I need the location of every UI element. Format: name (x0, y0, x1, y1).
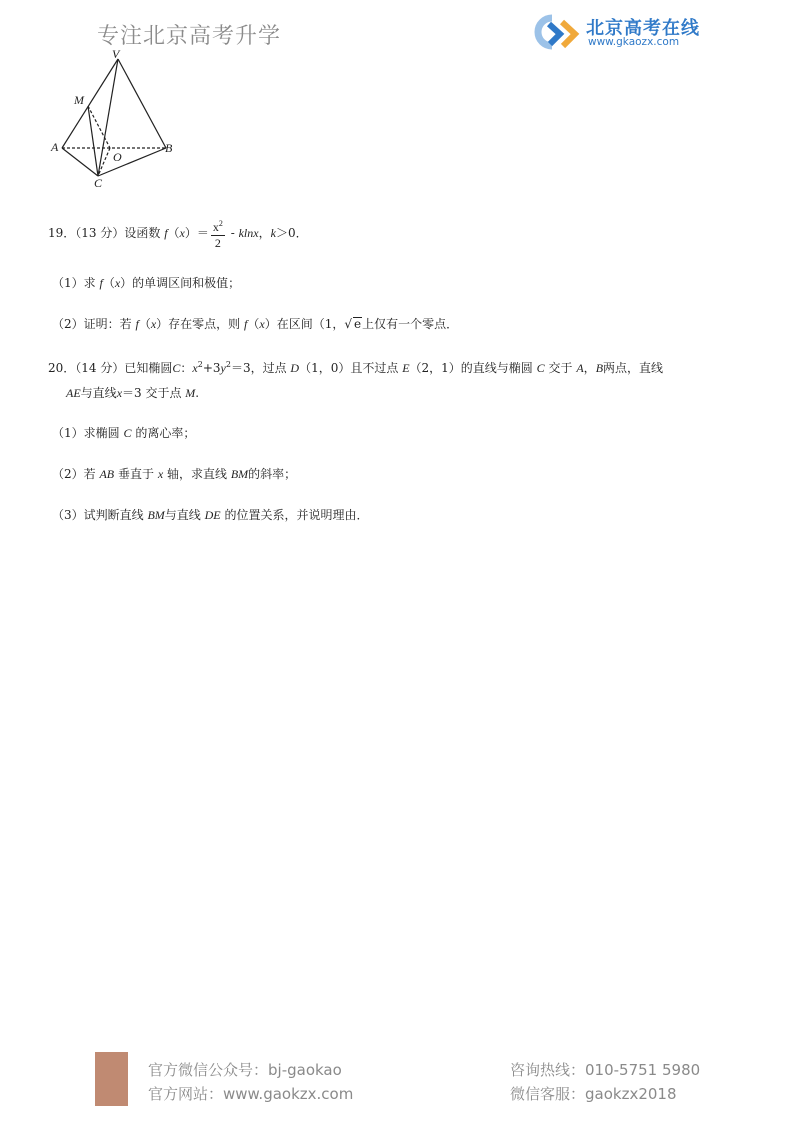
edge-CB (98, 148, 166, 176)
q20-part1: （1）求椭圆 C 的离心率； (52, 426, 196, 440)
pyramid-figure (48, 44, 188, 194)
sqrt-symbol-icon: √ (344, 317, 353, 331)
header-title: 专注北京高考升学 (97, 24, 282, 49)
footer-hotline: 咨询热线：010-5751 5980 (510, 1061, 701, 1079)
footer-color-block (95, 1052, 128, 1106)
label-M: M (74, 93, 84, 107)
label-A: A (51, 140, 59, 154)
footer-wechat-public: 官方微信公众号：bj-gaokao (148, 1061, 342, 1079)
logo-url: www.gkaozx.com (588, 36, 680, 48)
label-B: B (165, 141, 173, 155)
q19-part2: （2）证明：若 f（x）存在零点，则 f（x）在区间（1，√ e上仅有一个零点． (52, 317, 459, 331)
sqrt-e: e (354, 317, 362, 331)
q19-part1: （1）求 f（x）的单调区间和极值； (52, 276, 241, 290)
label-V: V (112, 47, 120, 61)
footer-website[interactable]: 官方网站：www.gaokzx.com (148, 1085, 354, 1103)
label-O: O (113, 150, 122, 164)
q20-part3: （3）试判断直线 BM与直线 DE 的位置关系，并说明理由． (52, 508, 369, 522)
q19-stem: 19．（13 分）设函数 f（x）＝ $\frac{x^2}{2}$ - klnx，k＞0． (48, 216, 308, 251)
edge-VA (62, 59, 118, 148)
logo-mark-icon (522, 12, 582, 52)
q20-stem-line1: 20．（14 分）已知椭圆C：$x^2+3y^2=3$，过点 D（1，0）且不过点 E（2，1）的直线与椭圆 C 交于 A，B两点，直线 (48, 360, 664, 375)
edge-VB (118, 59, 166, 148)
q20-part2: （2）若 AB 垂直于 x 轴，求直线 BM的斜率； (52, 467, 297, 481)
footer-wechat-service: 微信客服：gaokzx2018 (510, 1085, 677, 1103)
edge-AC (62, 148, 98, 176)
logo-title: 北京高考在线 (586, 18, 700, 39)
q20-stem-line2: AE与直线x＝3 交于点 M. (66, 386, 200, 400)
fraction-x2-over-2: $\frac{x^2}{2}$ (211, 216, 225, 251)
label-C: C (94, 176, 103, 190)
site-logo[interactable] (522, 12, 722, 52)
